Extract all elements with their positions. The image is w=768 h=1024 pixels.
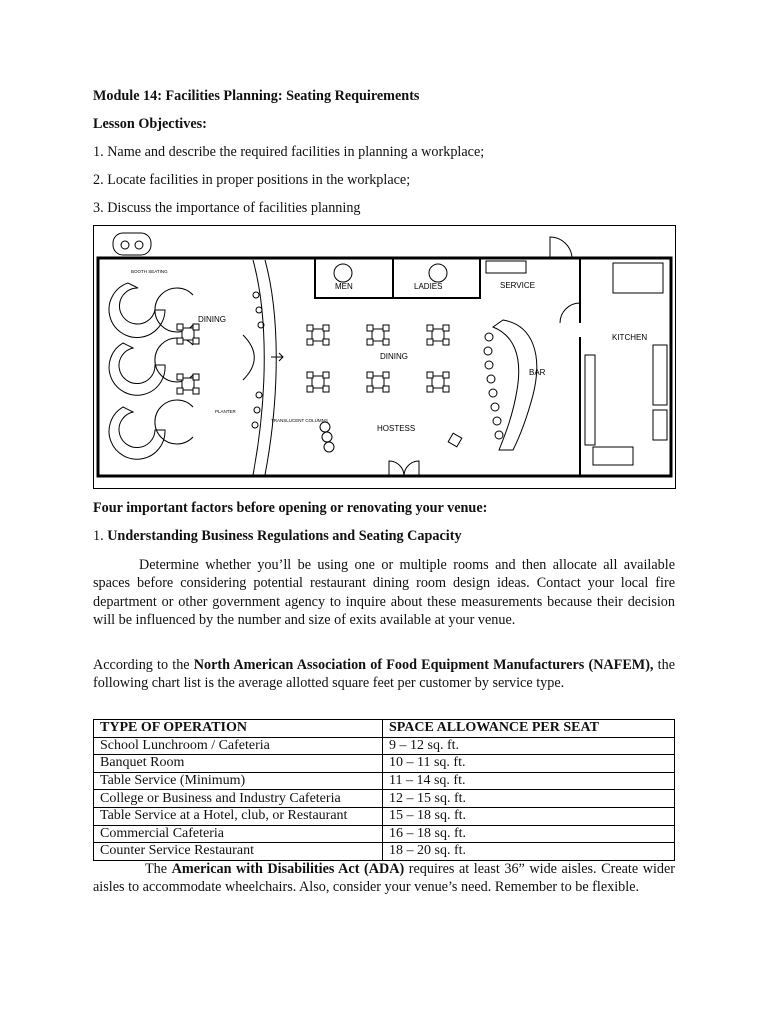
table-cell: Commercial Cafeteria [94,825,383,843]
table-cell: 16 – 18 sq. ft. [383,825,675,843]
table-cell: Counter Service Restaurant [94,843,383,861]
plan-label-service: SERVICE [500,281,535,290]
objective-item: 3. Discuss the importance of facilities planning [93,200,361,216]
table-cell: 18 – 20 sq. ft. [383,843,675,861]
table-cell: Table Service at a Hotel, club, or Restaurant [94,807,383,825]
nafem-paragraph: According to the North American Association of Food Equipment Manufacturers (NAFEM), the following chart list is the average allotted square feet per customer by service type. [93,657,675,692]
nafem-org: North American Association of Food Equipment Manufacturers (NAFEM), [193,657,654,673]
table-row [94,825,675,843]
table-row [94,737,675,755]
plan-label-dining-left: DINING [198,315,226,324]
table-row [94,843,675,861]
table-header: SPACE ALLOWANCE PER SEAT [383,720,675,738]
plan-label-planter: PLANTER [215,409,236,414]
plan-label-men: MEN [335,282,353,291]
table-row [94,772,675,790]
plan-label-bar: BAR [529,368,546,377]
table-cell: 10 – 11 sq. ft. [383,755,675,773]
factor-1-heading [93,528,462,545]
plan-label-hostess: HOSTESS [377,424,416,433]
table-cell: 12 – 15 sq. ft. [383,790,675,808]
plan-label-kitchen: KITCHEN [612,333,648,342]
table-cell: Table Service (Minimum) [94,772,383,790]
factor-1-paragraph: Determine whether you’ll be using one or multiple rooms and then allocate all available spaces before considering potential restaurant dining room design ideas. Contact your local fire department or other government agency to inquire about these measurements because their decision will be influenced by the number and size of exits available at your venue. [93,557,675,628]
table-header-row [94,720,675,738]
table-cell: 9 – 12 sq. ft. [383,737,675,755]
table-cell: Banquet Room [94,755,383,773]
restaurant-floor-plan [93,225,676,489]
table-cell: 15 – 18 sq. ft. [383,807,675,825]
table-cell: School Lunchroom / Cafeteria [94,737,383,755]
table-cell: 11 – 14 sq. ft. [383,772,675,790]
factor-1-number: 1. [93,528,108,544]
ada-act: American with Disabilities Act (ADA) [171,861,405,877]
module-title: Module 14: Facilities Planning: Seating Requirements [93,88,420,104]
table-row [94,755,675,773]
objective-item: 2. Locate facilities in proper positions in the workplace; [93,172,411,188]
table-header: TYPE OF OPERATION [94,720,383,738]
plan-label-dining-center: DINING [380,352,408,361]
ada-paragraph: The American with Disabilities Act (ADA) requires at least 36” wide aisles. Create wider aisles to accommodate wheelchairs. Also, consider your venue’s need. Remember to be flexible. [93,861,676,896]
plan-label-booth: BOOTH SEATING [131,269,168,274]
objective-item: 1. Name and describe the required facilities in planning a workplace; [93,144,485,160]
factors-heading: Four important factors before opening or renovating your venue: [93,500,488,516]
table-row [94,807,675,825]
plan-label-columns: TRANSLUCENT COLUMNS [271,418,328,423]
factor-1-title: Understanding Business Regulations and Seating Capacity [107,528,462,544]
table-cell: College or Business and Industry Cafeteria [94,790,383,808]
table-row [94,790,675,808]
objectives-heading: Lesson Objectives: [93,116,207,132]
space-allowance-table [93,719,675,861]
plan-label-ladies: LADIES [414,282,443,291]
